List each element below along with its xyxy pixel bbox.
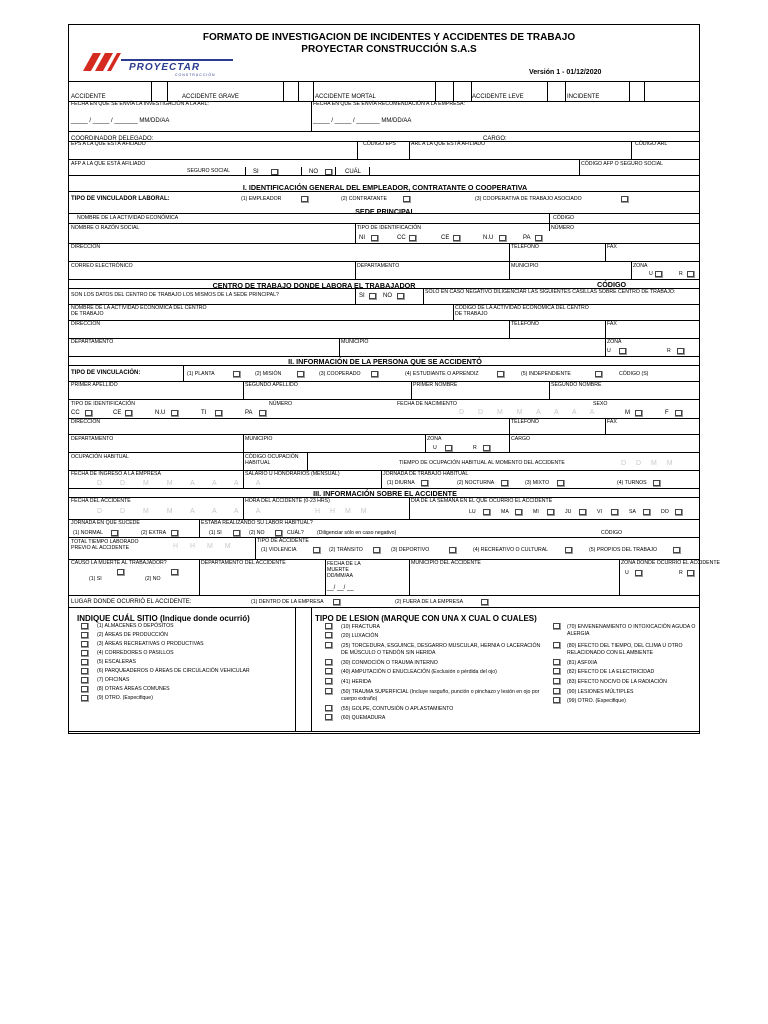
sitio-item: (4) CORREDORES O PASILLOS <box>97 650 174 656</box>
p-zona-u-label: U <box>433 445 437 451</box>
p-municipio-label: MUNICIPIO <box>245 436 273 442</box>
labor-codigo-label: CÓDIGO <box>601 530 623 536</box>
turnos-checkbox[interactable] <box>653 480 660 486</box>
sitio-item: (6) PARQUEADEROS O ÁREAS DE CIRCULACIÓN VEHICULAR <box>97 668 250 674</box>
sitio-item: (3) ÁREAS RECREATIVAS O PRODUCTIVAS <box>97 641 204 647</box>
contratante-option: (2) CONTRATANTE <box>341 196 387 202</box>
acc-zona-r-checkbox[interactable] <box>687 570 694 576</box>
dentro-empresa-option: (1) DENTRO DE LA EMPRESA <box>251 599 324 605</box>
mismos-datos-question: SON LOS DATOS DEL CENTRO DE TRABAJO LOS MISMOS DE LA SEDE PRINCIPAL? <box>71 292 279 298</box>
fax-label: FAX <box>607 244 617 250</box>
recreativo-option: (4) RECREATIVO O CULTURAL <box>473 547 549 553</box>
lesion-item: (80) EFECTO DEL TIEMPO, DEL CLIMA U OTRO RELACIONADO CON EL AMBIENTE <box>567 643 683 656</box>
nu-label: N.U <box>483 235 494 241</box>
municipio-label: MUNICIPIO <box>511 263 539 269</box>
dia-vi-checkbox[interactable] <box>611 509 618 515</box>
sitio-item: (7) OFICINAS <box>97 677 130 683</box>
razon-social-label: NOMBRE O RAZÓN SOCIAL <box>71 225 140 231</box>
cooperado-option: (3) COOPERADO <box>319 371 361 377</box>
accidente-grave-label: ACCIDENTE GRAVE <box>182 94 239 100</box>
planta-option: (1) PLANTA <box>187 371 215 377</box>
lesion-checkbox[interactable] <box>325 668 332 674</box>
afp-label: AFP A LA QUE ESTÁ AFILIADO <box>71 161 146 167</box>
p-ti-label: TI <box>201 410 207 416</box>
direccion-label: DIRECCIÓN <box>71 244 101 250</box>
lesion-item: (60) QUEMADURA <box>341 715 386 721</box>
cc-label: CC <box>397 235 406 241</box>
labor-habitual-label: ESTABA REALIZANDO SU LABOR HABITUAL? <box>201 520 313 526</box>
violencia-checkbox[interactable] <box>313 547 320 553</box>
tipo-accidente-label: TIPO DE ACCIDENTE <box>257 538 309 544</box>
diligenciar-note: (Diligenciar sólo en caso negativo) <box>317 530 397 536</box>
codigo-act-ct-label: CÓDIGO DE LA ACTIVIDAD ECONÓMICA DEL CENTRO DE TRABAJO <box>455 305 589 318</box>
lesion-checkbox[interactable] <box>325 623 332 629</box>
lesion-item: (55) GOLPE, CONTUSIÓN O APLASTAMIENTO <box>341 706 454 712</box>
fecha-muerte-label: FECHA DE LA MUERTE DD/MM/AA <box>327 561 361 580</box>
ni-checkbox[interactable] <box>371 235 378 241</box>
fecha-nacimiento-boxes[interactable]: D D M M A A A A <box>459 409 601 416</box>
sitio-checkbox[interactable] <box>81 641 88 647</box>
dia-vi-label: VI <box>597 509 602 515</box>
total-tiempo-boxes[interactable]: H H M M <box>173 543 236 550</box>
p-fax-label: FAX <box>607 419 617 425</box>
section-3-title: III. INFORMACIÓN SOBRE EL ACCIDENTE <box>313 489 457 498</box>
mismos-no-checkbox[interactable] <box>397 293 404 299</box>
sitio-item: (1) ALMACENES O DEPÓSITOS <box>97 623 174 629</box>
seguro-si-label: SI <box>253 169 259 175</box>
form-title: FORMATO DE INVESTIGACION DE INCIDENTES Y ACCIDENTES DE TRABAJO <box>202 32 576 43</box>
fecha-accidente-label: FECHA DEL ACCIDENTE <box>71 498 131 504</box>
salario-label: SALARIO U HONORARIOS (MENSUAL) <box>245 471 340 477</box>
persona-numero-label: NÚMERO <box>269 401 293 407</box>
fecha-muerte-field[interactable]: __/ __/ __ <box>327 585 354 591</box>
zona-r-label: R <box>679 271 683 277</box>
mixto-option: (3) MIXTO <box>525 480 550 486</box>
fecha-arl-label: FECHA EN QUE SE ENVÍA LA INVESTIGACIÓN A LA ARL: <box>71 101 209 107</box>
cooperativa-option: (3) COOPERATIVA DE TRABAJO ASOCIADO <box>475 196 582 202</box>
sitio-checkbox[interactable] <box>81 650 88 656</box>
ct-zona-u-checkbox[interactable] <box>619 348 626 354</box>
logo-text: PROYECTAR <box>129 62 201 73</box>
ct-municipio-label: MUNICIPIO <box>341 339 369 345</box>
ct-fax-label: FAX <box>607 321 617 327</box>
p-ce-checkbox[interactable] <box>125 410 132 416</box>
p-zona-r-label: R <box>473 445 477 451</box>
propios-checkbox[interactable] <box>673 547 680 553</box>
violencia-option: (1) VIOLENCIA <box>261 547 297 553</box>
ocupacion-label: OCUPACIÓN HABITUAL <box>71 454 129 460</box>
zona-u-label: U <box>649 271 653 277</box>
mismos-no-label: NO <box>383 293 392 299</box>
lesion-checkbox[interactable] <box>553 688 560 694</box>
company-name: PROYECTAR CONSTRUCCIÓN S.A.S <box>301 44 477 55</box>
fecha-nacimiento-label: FECHA DE NACIMIENTO <box>397 401 457 407</box>
p-cc-checkbox[interactable] <box>85 410 92 416</box>
telefono-label: TELÉFONO <box>511 244 539 250</box>
mismos-si-label: SI <box>359 293 365 299</box>
departamento-accidente-label: DEPARTAMENTO DEL ACCIDENTE <box>201 560 286 566</box>
labor-cual-label: CUÁL? <box>287 530 304 536</box>
p-zona-u-checkbox[interactable] <box>445 445 452 451</box>
lesion-item: (82) EFECTO DE LA ELECTRICIDAD <box>567 669 655 675</box>
coordinador-label: COORDINADOR DELEGADO: <box>71 136 154 142</box>
lesion-item: (99) OTRO. (Especifique) <box>567 698 626 704</box>
dia-semana-label: DÍA DE LA SEMANA EN EL QUE OCURRIÓ EL ACCIDENTE <box>411 498 553 504</box>
p-cargo-label: CARGO <box>511 436 531 442</box>
sitio-item: (5) ESCALERAS <box>97 659 136 665</box>
section-1-title: I. IDENTIFICACIÓN GENERAL DEL EMPLEADOR, CONTRATANTE O COOPERATIVA <box>242 183 528 192</box>
sitio-item: (9) OTRO. (Especifique) <box>97 695 153 701</box>
ct-departamento-label: DEPARTAMENTO <box>71 339 114 345</box>
arl-label: ARL A LA QUE ESTÁ AFILIADO <box>411 141 486 147</box>
lesion-checkbox[interactable] <box>553 668 560 674</box>
sexo-f-checkbox[interactable] <box>675 410 682 416</box>
p-direccion-label: DIRECCIÓN <box>71 419 101 425</box>
p-pa-checkbox[interactable] <box>259 410 266 416</box>
p-ti-checkbox[interactable] <box>215 410 222 416</box>
hora-accidente-label: HORA DEL ACCIDENTE (0-23 HRS) <box>245 498 330 504</box>
lesion-checkbox[interactable] <box>325 705 332 711</box>
dia-do-label: DO <box>661 509 669 515</box>
fecha-empresa-label: FECHA EN QUE SE ENVÍA RECOMENDACIÓN A LA EMPRESA: <box>313 101 465 107</box>
p-nu-checkbox[interactable] <box>171 410 178 416</box>
ni-label: NI <box>359 235 365 241</box>
fecha-empresa-field[interactable]: _____ / _____ / _______ MM/DD/AA <box>313 118 412 124</box>
tipo-ident-label: TIPO DE IDENTIFICACIÓN <box>357 225 421 231</box>
centro-trabajo-title: CENTRO DE TRABAJO DONDE LABORA EL TRABAJADOR <box>212 281 416 290</box>
recreativo-checkbox[interactable] <box>565 547 572 553</box>
p-telefono-label: TELÉFONO <box>511 419 539 425</box>
version-label: Versión 1 - 01/12/2020 <box>529 69 602 76</box>
lesion-checkbox[interactable] <box>553 623 560 629</box>
dia-mi-checkbox[interactable] <box>547 509 554 515</box>
dia-lu-label: LU <box>469 509 476 515</box>
mision-checkbox[interactable] <box>297 371 304 377</box>
dia-ju-checkbox[interactable] <box>579 509 586 515</box>
p-pa-label: PA <box>245 410 253 416</box>
extra-checkbox[interactable] <box>171 530 178 536</box>
dia-ma-label: MA <box>501 509 509 515</box>
zona-r-checkbox[interactable] <box>687 271 694 277</box>
labor-si-option: (1) SI <box>209 530 222 536</box>
accidente-label: ACCIDENTE <box>71 94 106 100</box>
actividad-economica-label: NOMBRE DE LA ACTIVIDAD ECONÓMICA <box>77 215 179 221</box>
sitio-checkbox[interactable] <box>81 677 88 683</box>
lesion-checkbox[interactable] <box>553 642 560 648</box>
fecha-arl-field[interactable]: _____ / _____ / _______ MM/DD/AA <box>71 118 170 124</box>
divider <box>69 81 699 82</box>
correo-label: CORREO ELECTRÓNICO <box>71 263 133 269</box>
codigo-actividad-label: CÓDIGO <box>553 215 575 221</box>
lesion-item: (90) LESIONES MÚLTIPLES <box>567 689 634 695</box>
dia-mi-label: MI <box>533 509 539 515</box>
estudiante-checkbox[interactable] <box>497 371 504 377</box>
sede-principal-title: SEDE PRINCIPAL <box>355 207 415 216</box>
ce-label: CE <box>441 235 450 241</box>
lesion-item: (70) ENVENENAMIENTO O INTOXICACIÓN AGUDA O ALERGIA <box>567 624 696 637</box>
dia-ma-checkbox[interactable] <box>515 509 522 515</box>
p-zona-r-checkbox[interactable] <box>483 445 490 451</box>
lesion-checkbox[interactable] <box>325 714 332 720</box>
codigo-arl-label: CÓDIGO ARL <box>635 141 668 147</box>
normal-checkbox[interactable] <box>111 530 118 536</box>
sitio-checkbox[interactable] <box>81 659 88 665</box>
deportivo-checkbox[interactable] <box>449 547 456 553</box>
actividad-ct-label: NOMBRE DE LA ACTIVIDAD ECONÓMICA DEL CENTRO DE TRABAJO <box>71 305 207 318</box>
mision-option: (2) MISIÓN <box>255 371 282 377</box>
muerte-si-option: (1) SI <box>89 576 102 582</box>
extra-option: (2) EXTRA <box>141 530 167 536</box>
codigo-s-label: CÓDIGO (S) <box>619 371 649 377</box>
muerte-no-option: (2) NO <box>145 576 161 582</box>
independiente-checkbox[interactable] <box>595 371 602 377</box>
p-cc-label: CC <box>71 410 80 416</box>
mixto-checkbox[interactable] <box>557 480 564 486</box>
lesion-item: (30) CONMOCIÓN O TRAUMA INTERNO <box>341 660 438 666</box>
seguro-cual-label: CUÁL <box>345 169 362 175</box>
diurna-option: (1) DIURNA <box>387 480 415 486</box>
lesion-item: (20) LUXACIÓN <box>341 633 379 639</box>
ct-telefono-label: TELÉFONO <box>511 321 539 327</box>
acc-zona-u-checkbox[interactable] <box>635 570 642 576</box>
ct-direccion-label: DIRECCIÓN <box>71 321 101 327</box>
cooperado-checkbox[interactable] <box>371 371 378 377</box>
codigo-eps-label: CÓDIGO EPS <box>363 141 396 147</box>
empleador-checkbox[interactable] <box>301 196 308 202</box>
lesion-item: (40) AMPUTACIÓN O ENUCLEACIÓN (Exclusión o pérdida del ojo) <box>341 669 497 675</box>
codigo-ocupacion-label: CÓDIGO OCUPACIÓN HABITUAL <box>245 454 299 467</box>
accidente-leve-label: ACCIDENTE LEVE <box>472 94 524 100</box>
logo-subtext: CONSTRUCCIÓN <box>175 73 216 77</box>
lesion-checkbox[interactable] <box>325 632 332 638</box>
mismos-si-checkbox[interactable] <box>369 293 376 299</box>
lesion-checkbox[interactable] <box>325 688 332 694</box>
municipio-accidente-label: MUNICIPIO DEL ACCIDENTE <box>411 560 481 566</box>
lesion-item: (25) TORCEDURA, ESGUINCE, DESGARRO MUSCULAR, HERNIA O LACERACIÓN DE MÚSCULO O TENDÓN SIN HERIDA <box>341 643 541 656</box>
cargo-label: CARGO: <box>483 136 507 142</box>
lesion-item: (50) TRAUMA SUPERFICIAL (Incluye rasguño, punción o pinchazo y lesión en ojo por cuerpo extraño) <box>341 689 540 702</box>
lesion-checkbox[interactable] <box>553 697 560 703</box>
lesion-item: (81) ASFIXIA <box>567 660 598 666</box>
transito-option: (2) TRÁNSITO <box>329 547 363 553</box>
accidente-mortal-label: ACCIDENTE MORTAL <box>315 94 376 100</box>
seguro-no-label: NO <box>309 169 318 175</box>
lugar-label: LUGAR DONDE OCURRIÓ EL ACCIDENTE: <box>71 599 192 605</box>
dia-ju-label: JU <box>565 509 572 515</box>
cc-checkbox[interactable] <box>409 235 416 241</box>
diurna-checkbox[interactable] <box>421 480 428 486</box>
sitio-item: (8) OTRAS ÁREAS COMUNES <box>97 686 170 692</box>
fecha-accidente-boxes[interactable]: D D M M A A A A <box>97 508 269 515</box>
ct-zona-label: ZONA <box>607 339 622 345</box>
acc-zona-r-label: R <box>679 570 683 576</box>
lesion-checkbox[interactable] <box>325 659 332 665</box>
sitio-item: (2) ÁREAS DE PRODUCCIÓN <box>97 632 168 638</box>
propios-option: (5) PROPIOS DEL TRABAJO <box>589 547 658 553</box>
p-nu-label: N.U <box>155 410 166 416</box>
tipo-vinculador-label: TIPO DE VINCULADOR LABORAL: <box>71 196 170 202</box>
dentro-empresa-checkbox[interactable] <box>333 599 340 605</box>
jornada-habitual-label: JORNADA DE TRABAJO HABITUAL <box>383 471 469 477</box>
lesion-checkbox[interactable] <box>553 678 560 684</box>
dia-do-checkbox[interactable] <box>675 509 682 515</box>
sitio-checkbox[interactable] <box>81 695 88 701</box>
p-departamento-label: DEPARTAMENTO <box>71 436 114 442</box>
persona-tipo-ident-label: TIPO DE IDENTIFICACIÓN <box>71 401 135 407</box>
deportivo-option: (3) DEPORTIVO <box>391 547 430 553</box>
sexo-m-label: M <box>625 410 630 416</box>
lesion-title: TIPO DE LESION (MARQUE CON UNA X CUAL O CUALES) <box>315 614 537 623</box>
solo-negativo-note: SOLO EN CASO NEGATIVO DILIGENCIAR LAS SIGUIENTES CASILLAS SOBRE CENTRO DE TRABAJO: <box>425 289 676 295</box>
muerte-no-checkbox[interactable] <box>171 569 178 575</box>
fecha-ingreso-boxes[interactable]: D D M M A A A A <box>97 480 269 487</box>
lesion-item: (10) FRACTURA <box>341 624 380 630</box>
ce-checkbox[interactable] <box>453 235 460 241</box>
codigo-afp-label: CÓDIGO AFP O SEGURO SOCIAL <box>581 161 664 167</box>
p-zona-label: ZONA <box>427 436 442 442</box>
departamento-label: DEPARTAMENTO <box>357 263 400 269</box>
pa-checkbox[interactable] <box>535 235 542 241</box>
eps-label: EPS A LA QUE ESTÁ AFILIADO <box>71 141 146 147</box>
fecha-ingreso-label: FECHA DE INGRESO A LA EMPRESA <box>71 471 161 477</box>
estudiante-option: (4) ESTUDIANTE O APRENDIZ <box>405 371 479 377</box>
cooperativa-checkbox[interactable] <box>621 196 628 202</box>
sitio-title: INDIQUE CUÁL SITIO (Indique donde ocurrió) <box>77 614 250 623</box>
labor-no-option: (2) NO <box>249 530 265 536</box>
primer-apellido-label: PRIMER APELLIDO <box>71 382 118 388</box>
sexo-m-checkbox[interactable] <box>635 410 642 416</box>
segundo-apellido-label: SEGUNDO APELLIDO <box>245 382 298 388</box>
fuera-empresa-option: (2) FUERA DE LA EMPRESA <box>395 599 464 605</box>
hora-accidente-boxes[interactable]: H H M M <box>315 508 371 515</box>
planta-checkbox[interactable] <box>233 371 240 377</box>
sitio-checkbox[interactable] <box>81 668 88 674</box>
seguro-social-label: SEGURO SOCIAL <box>187 168 230 174</box>
ct-zona-r-label: R <box>667 348 671 354</box>
sitio-checkbox[interactable] <box>81 632 88 638</box>
zona-u-checkbox[interactable] <box>655 271 662 277</box>
empleador-option: (1) EMPLEADOR <box>241 196 282 202</box>
nocturna-option: (2) NOCTURNA <box>457 480 495 486</box>
p-ce-label: CE <box>113 410 122 416</box>
lesion-checkbox[interactable] <box>325 678 332 684</box>
ct-zona-u-label: U <box>607 348 611 354</box>
sitio-checkbox[interactable] <box>81 623 88 629</box>
sitio-checkbox[interactable] <box>81 686 88 692</box>
labor-no-checkbox[interactable] <box>275 530 282 536</box>
transito-checkbox[interactable] <box>373 547 380 553</box>
tiempo-ocupacion-boxes[interactable]: D D M M <box>621 460 677 467</box>
turnos-option: (4) TURNOS <box>617 480 647 486</box>
total-tiempo-label: TOTAL TIEMPO LABORADO PREVIO AL ACCIDENTE <box>71 539 139 552</box>
dia-sa-checkbox[interactable] <box>643 509 650 515</box>
muerte-si-checkbox[interactable] <box>117 569 124 575</box>
sexo-label: SEXO <box>593 401 608 407</box>
contratante-checkbox[interactable] <box>403 196 410 202</box>
ct-zona-r-checkbox[interactable] <box>677 348 684 354</box>
lesion-checkbox[interactable] <box>325 642 332 648</box>
lesion-checkbox[interactable] <box>553 659 560 665</box>
zona-label: ZONA <box>633 263 648 269</box>
causo-muerte-label: CAUSÓ LA MUERTE AL TRABAJADOR? <box>71 560 167 566</box>
tiempo-ocupacion-label: TIEMPO DE OCUPACIÓN HABITUAL AL MOMENTO DEL ACCIDENTE <box>399 460 565 466</box>
normal-option: (1) NORMAL <box>73 530 103 536</box>
sexo-f-label: F <box>665 410 669 416</box>
incidente-label: INCIDENTE <box>567 94 600 100</box>
lesion-item: (83) EFECTO NOCIVO DE LA RADIACIÓN <box>567 679 667 685</box>
fuera-empresa-checkbox[interactable] <box>481 599 488 605</box>
zona-ocurrio-label: ZONA DONDE OCURRIÓ EL ACCIDENTE <box>621 560 720 566</box>
incident-investigation-form <box>68 24 720 734</box>
nocturna-checkbox[interactable] <box>501 480 508 486</box>
tipo-vinculacion-label: TIPO DE VINCULACIÓN: <box>71 370 141 376</box>
section-2-title: II. INFORMACIÓN DE LA PERSONA QUE SE ACCIDENTÓ <box>288 357 482 366</box>
nu-checkbox[interactable] <box>499 235 506 241</box>
jornada-sucede-label: JORNADA EN QUE SUCEDE <box>71 520 140 526</box>
independiente-option: (5) INDEPENDIENTE <box>521 371 571 377</box>
segundo-nombre-label: SEGUNDO NOMBRE <box>551 382 602 388</box>
lesion-item: (41) HERIDA <box>341 679 372 685</box>
dia-sa-label: SA <box>629 509 636 515</box>
pa-label: PA <box>523 235 531 241</box>
centro-codigo-label: CÓDIGO <box>597 280 627 289</box>
dia-lu-checkbox[interactable] <box>483 509 490 515</box>
labor-si-checkbox[interactable] <box>233 530 240 536</box>
primer-nombre-label: PRIMER NOMBRE <box>413 382 458 388</box>
acc-zona-u-label: U <box>625 570 629 576</box>
numero-label: NÚMERO <box>551 225 575 231</box>
